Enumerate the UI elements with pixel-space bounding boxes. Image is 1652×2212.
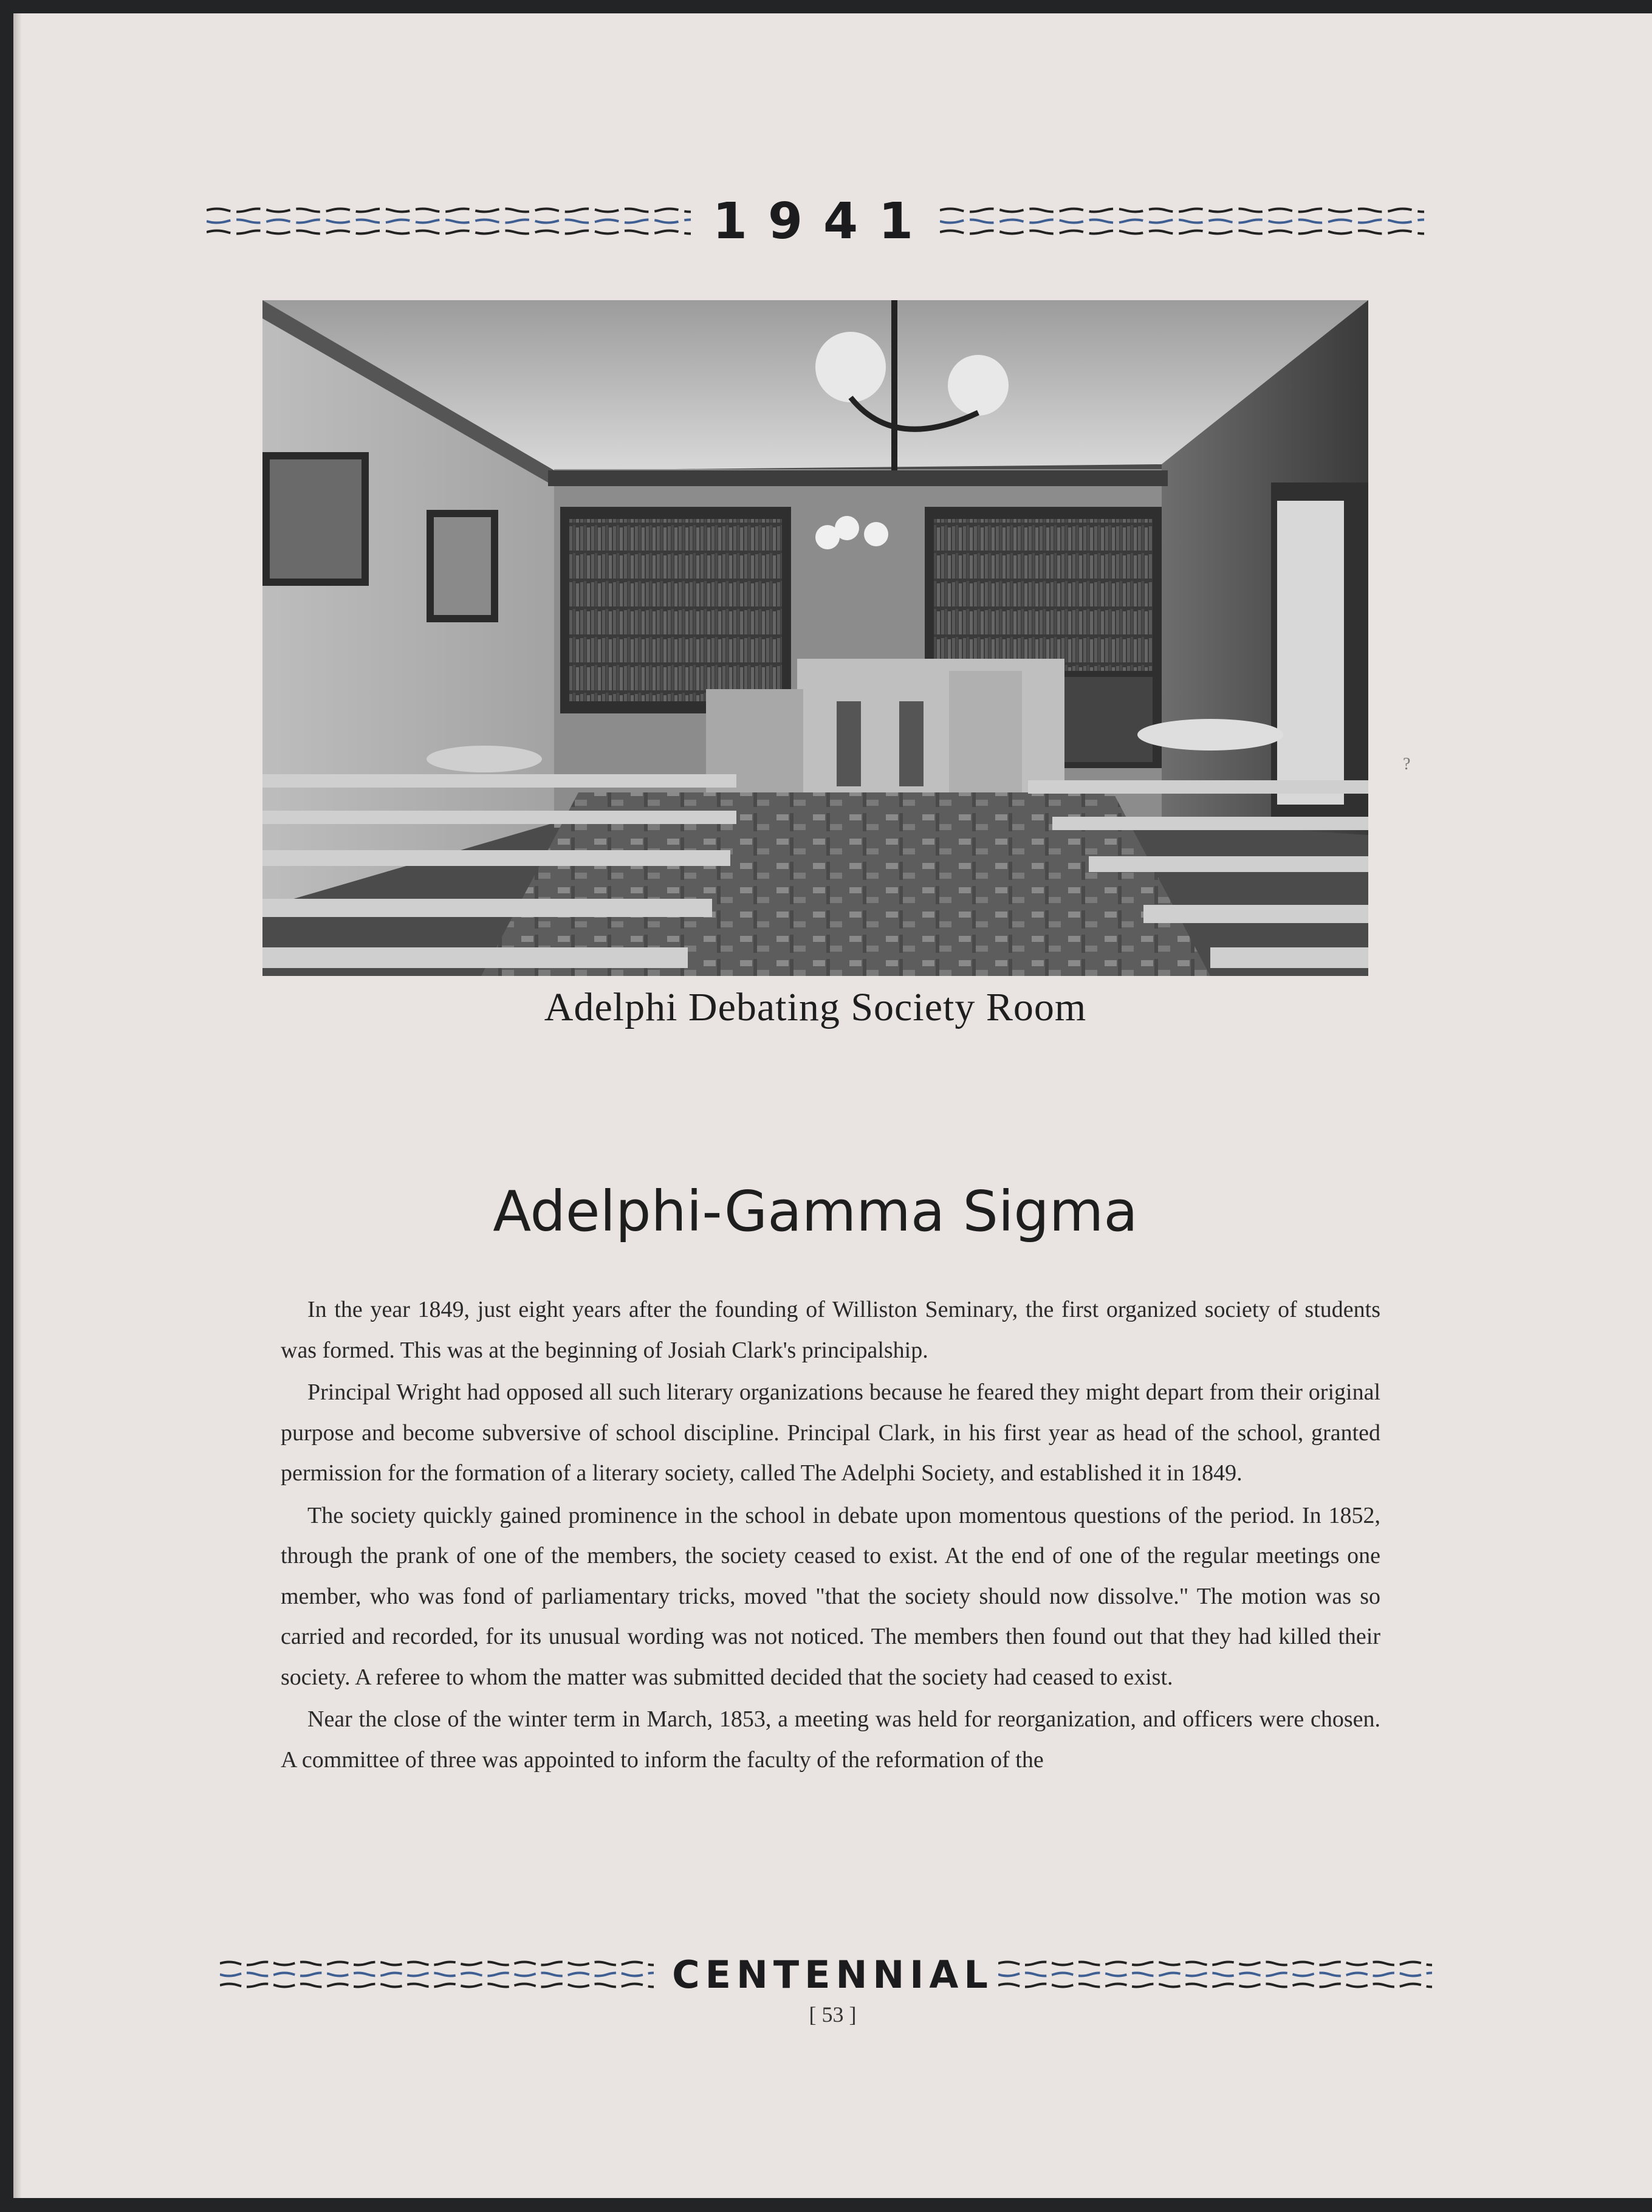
margin-pencil-mark: ? <box>1403 755 1411 774</box>
wave-line <box>220 1973 654 1976</box>
footer-wave-left-ornament <box>220 1955 654 1994</box>
footer-wave-right-ornament <box>998 1955 1432 1994</box>
wave-line <box>220 1962 654 1965</box>
wave-line <box>207 231 691 234</box>
wave-line <box>940 231 1424 234</box>
header-wave-left-ornament <box>207 202 691 241</box>
article-paragraph: Near the close of the winter term in March, 1853, a meeting was held for reorganization, and officers were chosen. A committee of three was appointed to inform the faculty of the reformation of the <box>281 1706 1380 1773</box>
article-title: Adelphi-Gamma Sigma <box>493 1179 1138 1244</box>
wave-line <box>998 1962 1432 1965</box>
wave-line <box>220 1984 654 1987</box>
header-year: 1941 <box>712 192 934 250</box>
wave-line <box>998 1984 1432 1987</box>
header-wave-right-ornament <box>940 202 1424 241</box>
wave-line <box>207 220 691 223</box>
debating-room-photo <box>262 300 1368 976</box>
header-banner <box>207 185 1424 258</box>
footer-banner <box>220 1941 1432 2008</box>
yearbook-page <box>13 13 1652 2198</box>
article-paragraph: The society quickly gained prominence in the school in debate upon momentous questions of the period. In 1852, through the prank of one of the members, the society ceased to exist. At the end of one of the regular meetings one member, who was fond of parliamentary tricks, moved "that the society should now dissolve." The motion was so carried and recorded, for its unusual wording was not noticed. The members then found out that they had killed their society. A referee to whom the matter was submitted decided that the society had ceased to exist. <box>281 1502 1380 1690</box>
wave-line <box>998 1973 1432 1976</box>
page-binding-shadow <box>13 13 22 2198</box>
article-body <box>281 1290 1380 1782</box>
page-number: [ 53 ] <box>809 2002 857 2027</box>
footer-centennial-label: CENTENNIAL <box>672 1952 993 1997</box>
wave-line <box>207 209 691 212</box>
article-paragraph: Principal Wright had opposed all such literary organizations because he feared they might depart from their original purpose and become subversive of school discipline. Principal Clark, in his first year as head of the school, granted permission for the formation of a literary society, called The Adelphi Society, and established it in 1849. <box>281 1379 1380 1486</box>
article-paragraph: In the year 1849, just eight years after the founding of Williston Seminary, the first organized society of students was formed. This was at the beginning of Josiah Clark's principalship. <box>281 1297 1380 1363</box>
wave-line <box>940 209 1424 212</box>
photo-caption: Adelphi Debating Society Room <box>544 985 1087 1029</box>
wave-line <box>940 220 1424 223</box>
